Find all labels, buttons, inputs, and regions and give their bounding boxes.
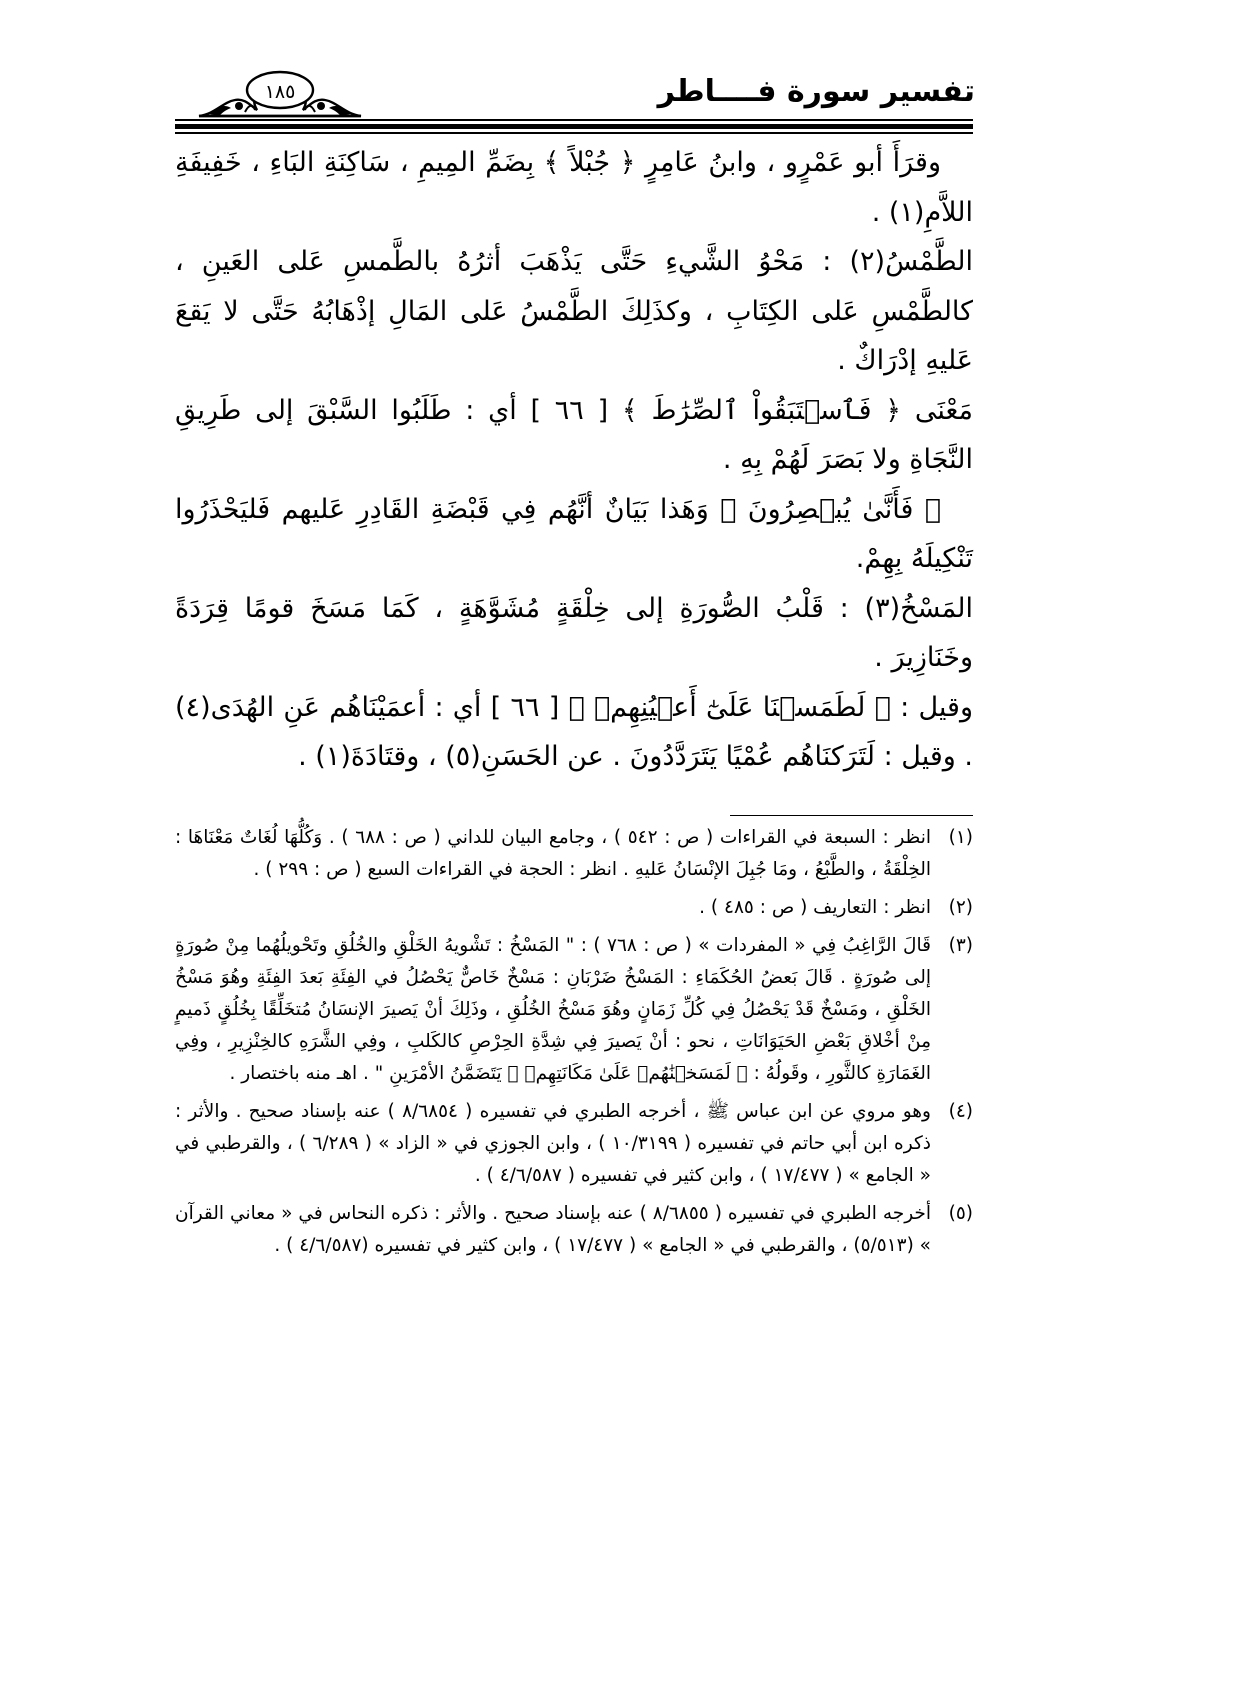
page-number: ١٨٥ bbox=[264, 81, 296, 103]
footnote-item bbox=[175, 930, 973, 1090]
footnote-text: قَالَ الرَّاغِبُ فِي « المفردات » ( ص : ٧٦٨ ) : " المَسْخُ : تَشْويهُ الخَلْقِ والخُلُقِ وتَحْويلُهُما مِنْ صُورَةٍ إلى صُورَةٍ . قَالَ بَعضُ الحُكَمَاءِ : المَسْخُ ضَرْبَانِ : مَسْخٌ خَاصٌّ يَحْصُلُ في الفِئَةِ بَعدَ الفِئَةِ وهُوَ مَسْخُ الخَلْقِ ، ومَسْخٌ قَدْ يَحْصُلُ فِي كُلِّ زَمَانٍ وهُوَ مَسْخُ الخُلُقِ ، وذَلِكَ أنْ يَصيرَ الإنسَانُ مُتخَلِّقًا بِخُلُقٍ ذَميمٍ مِنْ أخْلاقِ بَعْضِ الحَيَوَانَاتِ ، نحو : أنْ يَصيرَ فِي شِدَّةِ الحِرْصِ كالكَلبِ ، وفِي الشَّرَهِ كالخِنْزِيرِ ، وفِي الغَمَارَةِ كالثَّورِ ، وقَولُهُ : ﴿ لَمَسَخۡنَٰهُمۡ عَلَىٰ مَكَانَتِهِمۡ ﴾ يَتَضَمَّنُ الأمْرَينِ " . اهـ منه باختصار . bbox=[175, 935, 931, 1084]
paragraph-reading: وقرَأَ أبو عَمْرٍو ، وابنُ عَامِرٍ ﴿ جُبْلاً ﴾ بِضَمِّ المِيمِ ، سَاكِنَةِ البَاءِ ، خَفِيفَةِ اللاَّمِ(١) . bbox=[175, 147, 973, 228]
footnote-item bbox=[175, 1198, 973, 1262]
paragraph-fa-anna-yubsirun: ﴿ فَأَنَّىٰ يُبۡصِرُونَ ﴾ وَهَذا بَيَانٌ أنَّهُم فِي قَبْضَةِ القَادِرِ عَليهم فَليَحْذَرُوا تَنْكِيلَهُ بِهِمْ. bbox=[175, 493, 973, 574]
running-title: تفسير سورة فــــاطر bbox=[657, 74, 975, 109]
paragraph-maskh: المَسْخُ(٣) : قَلْبُ الصُّورَةِ إلى خِلْقَةٍ مُشَوَّهَةٍ ، كَمَا مَسَخَ قومًا قِرَدَةً وخَنَازِيرَ . bbox=[175, 592, 973, 673]
footnote-item bbox=[175, 1096, 973, 1192]
footnote-number: (٤) bbox=[948, 1101, 973, 1122]
footnote-item bbox=[175, 822, 973, 886]
paragraph-qila: وقيل : ﴿ لَطَمَسۡنَا عَلَىٰٓ أَعۡيُنِهِمۡ ﴾ [ ٦٦ ] أي : أعمَيْنَاهُم عَنِ الهُدَى(٤) . وقيل : لَتَرَكنَاهُم عُمْيًا يَتَرَدَّدُونَ . عن الحَسَنِ(٥) ، وقتَادَةَ(١) . bbox=[175, 691, 973, 772]
footnote-text: أخرجه الطبري في تفسيره ( ٨/٦٨٥٥ ) عنه بإسناد صحيح . والأثر : ذكره النحاس في « معاني القرآن » (٥/٥١٣) ، والقرطبي في « الجامع » ( ١٧/٤٧٧ ) ، وابن كثير في تفسيره (٤/٦/٥٨٧ ) . bbox=[175, 1203, 931, 1256]
footnote-number: (٥) bbox=[948, 1203, 973, 1224]
header-rule-thick bbox=[175, 124, 973, 129]
footnote-number: (١) bbox=[948, 827, 973, 848]
paragraph-tams: الطَّمْسُ(٢) : مَحْوُ الشَّيءِ حَتَّى يَذْهَبَ أثرُهُ بالطَّمسِ عَلى العَينِ ، كالطَّمْسِ عَلى الكِتَابِ ، وكذَلِكَ الطَّمْسُ عَلى المَالِ إذْهَابُهُ حَتَّى لا يَقعَ عَليهِ إدْرَاكٌ . bbox=[175, 246, 973, 376]
footnote-item bbox=[175, 892, 973, 924]
footnote-text: انظر : السبعة في القراءات ( ص : ٥٤٢ ) ، وجامع البيان للداني ( ص : ٦٨٨ ) . وَكُلُّهَا لُغَاتٌ مَعْنَاهَا : الخِلْقَةُ ، والطَّبْعُ ، ومَا جُبِلَ الإنْسَانُ عَليهِ . انظر : الحجة في القراءات السبع ( ص : ٢٩٩ ) . bbox=[175, 827, 931, 880]
header-rule-thin bbox=[175, 119, 973, 121]
footnote-number: (٣) bbox=[948, 935, 973, 956]
main-text bbox=[175, 138, 973, 782]
footnote-text: وهو مروي عن ابن عباس ﷺ ، أخرجه الطبري في تفسيره ( ٨/٦٨٥٤ ) عنه بإسناد صحيح . والأثر : ذكره ابن أبي حاتم في تفسيره ( ١٠/٣١٩٩ ) ، وابن الجوزي في « الزاد » ( ٦/٢٨٩ ) ، والقرطبي في « الجامع » ( ١٧/٤٧٧ ) ، وابن كثير في تفسيره ( ٤/٦/٥٨٧ ) . bbox=[175, 1101, 931, 1186]
footnote-text: انظر : التعاريف ( ص : ٤٨٥ ) . bbox=[699, 897, 931, 918]
header-rule-thin-bottom bbox=[175, 132, 973, 134]
paragraph-meaning-istabaqu: مَعْنَى ﴿ فَٱسۡتَبَقُواْ ٱلصِّرَٰطَ ﴾ [ ٦٦ ] أي : طَلَبُوا السَّبْقَ إلى طَرِيقِ النَّجَاةِ ولا بَصَرَ لَهُمْ بِهِ . bbox=[175, 394, 974, 475]
footnotes bbox=[175, 822, 973, 1268]
page-number-ornament bbox=[195, 66, 365, 118]
footnote-divider bbox=[730, 815, 973, 816]
footnote-number: (٢) bbox=[948, 897, 973, 918]
